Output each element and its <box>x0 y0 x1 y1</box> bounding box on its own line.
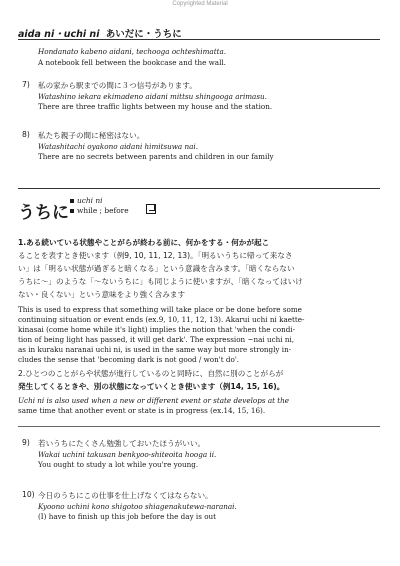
entry-romaji: uchi ni <box>77 196 103 205</box>
example-japanese: 今日のうちにこの仕事を仕上げなくてはならない。 <box>38 491 213 500</box>
copyright-watermark: Copyrighted Material <box>172 1 228 7</box>
entry-headword: うちに <box>18 203 69 223</box>
example-japanese: 若いうちにたくさん勉強しておいたほうがいい。 <box>38 439 206 448</box>
example-romaji: Watashino iekara ekimadeno aidani mittsu shingooga arimasu. <box>38 92 267 101</box>
example-9 <box>22 438 382 474</box>
top-example-english: A notebook fell between the bookcase and the wall. <box>38 58 226 67</box>
section-rule <box>18 188 380 189</box>
usage-jp-line: 発生してくるときや、別の状態になっていくとき使います（例14, 15, 16)。 <box>18 382 285 391</box>
examples-divider <box>18 426 380 427</box>
usage-en-line: Uchi ni is also used when a new or different event or state develops at the <box>18 396 290 405</box>
usage-en-line: tion of being light has passed, it will get dark'. The expression ~nai uchi ni, <box>18 335 295 344</box>
entry-meta <box>70 196 129 216</box>
example-english: You ought to study a lot while you're young. <box>38 460 199 469</box>
example-english: There are three traffic lights between my house and the station. <box>38 102 273 111</box>
usage-en-line: This is used to express that something will take place or be done before some <box>18 305 302 314</box>
usage-en-line: continuing situation or event ends (ex.9, 10, 11, 12, 13). Akarui uchi ni kaette- <box>18 315 305 324</box>
cross-reference-icon <box>146 204 156 214</box>
example-japanese: 私たち親子の間に秘密はない。 <box>38 131 145 140</box>
usage-jp-line: ることを表すとき使います（例9, 10, 11, 12, 13)。「明るいうちに帰って来なさ <box>18 251 293 260</box>
example-number: 7) <box>22 80 30 89</box>
example-number: 8) <box>22 130 30 139</box>
example-7 <box>22 80 382 116</box>
header-romaji: aida ni・uchi ni <box>18 29 100 40</box>
usage-jp-line: い」は「明るい状態が過ぎると暗くなる」という意識を含みます。「暗くならない <box>18 264 295 273</box>
example-english: (I) have to finish up this job before the day is out <box>38 512 217 521</box>
usage-en-line: as in kuraku naranai uchi ni, is used in the same way but more strongly in- <box>18 345 292 354</box>
usage-jp-line: ない・良くない」という意味をより強く含みます <box>18 290 186 299</box>
example-8 <box>22 130 382 166</box>
example-japanese: 私の家から駅までの間に３つ信号があります。 <box>38 81 197 90</box>
header-kana: あいだに・うちに <box>105 29 182 40</box>
example-10 <box>22 490 382 526</box>
example-english: There are no secrets between parents and children in our family <box>38 152 274 161</box>
usage-jp-line: 1.ある続いている状態やことがらが終わる前に、何かをする・何かが起こ <box>18 238 270 247</box>
example-number: 9) <box>22 438 30 447</box>
example-number: 10) <box>22 490 35 499</box>
usage-jp-line: うちに〜」のような「〜ないうちに」も同じように使いますが、「暗くなってはいけ <box>18 277 303 286</box>
usage-2 <box>18 367 378 416</box>
example-romaji: Wakai uchini takusan benkyoo-shiteoita hooga ii. <box>38 450 217 459</box>
entry-meaning: while ; before <box>77 206 129 215</box>
bullet-icon <box>70 199 74 203</box>
bullet-icon <box>70 209 74 213</box>
page-header <box>18 26 182 40</box>
usage-jp-line: 2.ひとつのことがらや状態が進行しているのと同時に、自然に別のことがらが <box>18 369 284 378</box>
usage-en-line: cludes the sense that 'becoming dark is not good / won't do'. <box>18 355 240 364</box>
usage-en-line: kinasai (come home while it's light) implies the notion that 'when the condi- <box>18 325 296 334</box>
example-romaji: Watashitachi oyakono aidani himitsuwa nai. <box>38 142 198 151</box>
example-romaji: Kyoono uchini kono shigotoo shiagenakutewa-naranai. <box>38 502 237 511</box>
usage-1 <box>18 236 378 365</box>
header-rule <box>18 39 380 40</box>
top-example-romaji: Hondanato kabeno aidani, techooga ochteshimatta. <box>38 47 227 56</box>
usage-en-line: same time that another event or state is in progress (ex.14, 15, 16). <box>18 406 266 415</box>
